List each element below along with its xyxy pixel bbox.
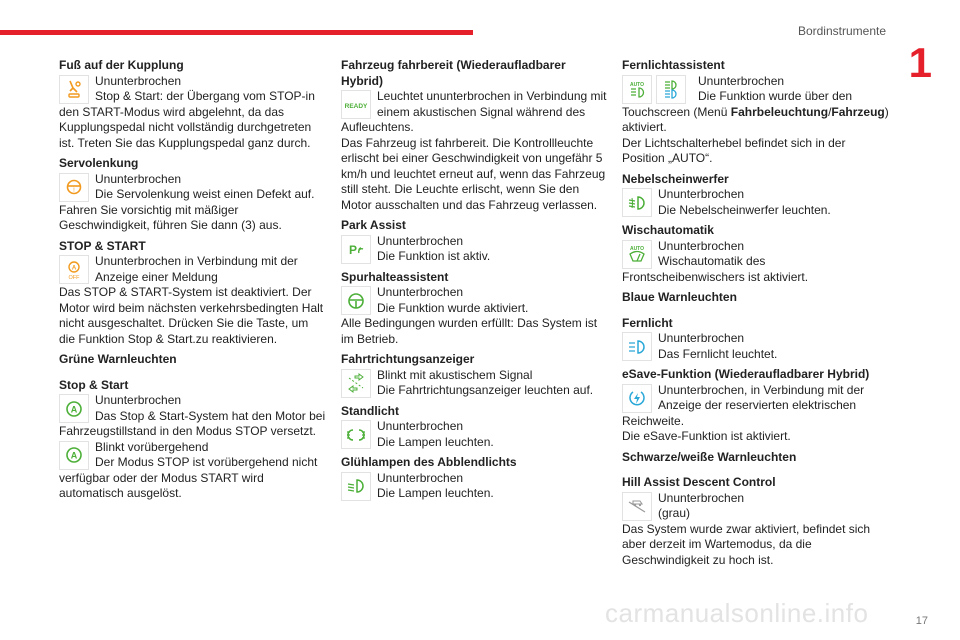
body-text-part: Die Funktion wurde über den Touchscreen (Menü xyxy=(622,89,853,119)
menu-name: Fahrzeug xyxy=(831,104,885,119)
body-text: Die Lampen leuchten. xyxy=(377,486,494,500)
section-title: Wischautomatik xyxy=(622,223,714,237)
auto-high-beam-icon xyxy=(622,75,652,104)
state-text: Blinkt vorübergehend xyxy=(95,439,209,454)
svg-text:OFF: OFF xyxy=(68,274,80,281)
auto-wiper-icon xyxy=(622,240,652,269)
section-stop-start-green xyxy=(59,378,327,502)
section-lane-keep xyxy=(341,270,609,348)
section-title: Fuß auf der Kupplung xyxy=(59,58,184,72)
low-beam-icon xyxy=(341,472,371,501)
section-stop-start xyxy=(59,239,327,348)
section-power-steering xyxy=(59,156,327,234)
state-text: Ununterbrochen xyxy=(698,73,785,88)
auto-a-icon xyxy=(59,441,89,470)
state-text-grey: (grau) xyxy=(658,506,691,520)
body-text: Der Modus STOP ist vorübergehend nicht verfügbar oder der Modus START wird automatisch ausgelöst. xyxy=(59,455,318,500)
svg-text:A: A xyxy=(71,265,77,271)
section-fog-light xyxy=(622,172,890,219)
state-text: Ununterbrochen xyxy=(95,73,182,88)
svg-text:A: A xyxy=(70,450,78,461)
body-text: Das Fahrzeug ist fahrbereit. Die Kontrollleuchte erlischt bei einer Geschwindigkeit von ungefähr 5 km/h und leuchtet erneut auf, wenn das Fahrzeug still steht. Die Leuchte erlischt, wenn Sie den Motor ausschalten und das Fahrzeug verlassen. xyxy=(341,135,606,212)
header-title: Bordinstrumente xyxy=(797,24,886,38)
esave-icon xyxy=(622,384,652,413)
section-title: Servolenkung xyxy=(59,156,139,170)
body-text-part: / xyxy=(828,104,832,119)
body-text: Die Funktion ist aktiv. xyxy=(377,249,491,263)
header-red-bar xyxy=(0,30,473,35)
state-text: Ununterbrochen, in Verbindung mit der Anzeige der reservierten elektrischen Reichweite. xyxy=(622,382,865,428)
section-title: Fahrtrichtungsanzeiger xyxy=(341,352,475,366)
section-clutch xyxy=(59,58,327,151)
section-title: Spurhalteassistent xyxy=(341,269,449,284)
watermark: carmanualsonline.info xyxy=(605,598,869,628)
fog-light-icon xyxy=(622,188,652,217)
section-title: Park Assist xyxy=(341,218,406,232)
section-title: STOP & START xyxy=(59,238,146,253)
black-white-heading: Schwarze/weiße Warnleuchten xyxy=(622,449,797,464)
svg-text:A: A xyxy=(70,404,78,414)
column-2 xyxy=(341,58,609,507)
state-text: Ununterbrochen xyxy=(95,171,182,186)
state-text: Leuchtet ununterbrochen in Verbindung mit einem akustischen Signal während des Aufleuchtens. xyxy=(341,89,607,134)
svg-text:AUTO: AUTO xyxy=(629,82,645,88)
body-text: Die eSave-Funktion ist aktiviert. xyxy=(622,429,791,443)
section-title: Glühlampen des Abblendlichts xyxy=(341,455,517,469)
auto-a-icon xyxy=(59,394,89,423)
blue-heading: Blaue Warnleuchten xyxy=(622,290,737,304)
body-text: Die Lampen leuchten. xyxy=(377,434,494,449)
icon-pair xyxy=(622,75,692,104)
section-high-beam xyxy=(622,316,890,363)
section-title: Standlicht xyxy=(341,403,400,418)
state-text: Ununterbrochen in Verbindung mit der Anzeige einer Meldung xyxy=(95,254,298,284)
section-title: Fernlicht xyxy=(622,315,673,330)
clutch-icon xyxy=(59,75,89,104)
auto-off-icon xyxy=(59,255,89,284)
section-hill-descent xyxy=(622,475,890,568)
state-text: Ununterbrochen xyxy=(658,187,745,201)
steering-warning-icon xyxy=(59,173,89,202)
ready-icon xyxy=(341,90,371,119)
body-text-part: ) aktiviert. xyxy=(622,104,889,134)
svg-text:P: P xyxy=(348,243,358,257)
body-text: Alle Bedingungen wurden erfüllt: Das System ist im Betrieb. xyxy=(341,316,598,346)
auto-high-beam-icon xyxy=(656,75,686,104)
high-beam-icon xyxy=(622,332,652,361)
side-light-icon xyxy=(341,420,371,449)
body-text: Die Servolenkung weist einen Defekt auf. Fahren Sie vorsichtig mit mäßiger Geschwindigkeit, führen Sie dann (3) aus. xyxy=(59,187,315,232)
state-text: Ununterbrochen xyxy=(658,238,745,253)
chapter-number: 1 xyxy=(908,39,932,86)
body-text: Das STOP & START-System ist deaktiviert. Der Motor wird beim nächsten verkehrsbedingten Halt nicht ausgeschaltet. Drücken Sie die Taste, um die Funktion Stop & Start.zu reaktivieren. xyxy=(59,285,324,346)
state-text: Ununterbrochen xyxy=(377,419,464,433)
body-text: Die Nebelscheinwerfer leuchten. xyxy=(658,202,831,217)
lane-keep-icon xyxy=(341,286,371,315)
state-text: Ununterbrochen xyxy=(377,233,464,248)
body-text: Die Funktion wurde aktiviert. xyxy=(377,300,529,315)
turn-signal-icon xyxy=(341,369,371,398)
body-text: Die Fahrtrichtungsanzeiger leuchten auf. xyxy=(377,383,594,397)
section-title: Hill Assist Descent Control xyxy=(622,475,776,489)
svg-text:!: ! xyxy=(73,188,75,194)
section-high-beam-assist xyxy=(622,58,890,167)
column-3 xyxy=(622,58,890,573)
green-heading: Grüne Warnleuchten xyxy=(59,352,177,366)
column-1 xyxy=(59,58,327,507)
section-ready xyxy=(341,58,609,213)
section-title: Stop & Start xyxy=(59,377,129,392)
body-text: Das Stop & Start-System hat den Motor bei Fahrzeugstillstand in den Modus STOP versetzt. xyxy=(59,408,326,438)
body-text: Wischautomatik des Frontscheibenwischers ist aktiviert. xyxy=(622,254,809,284)
body-text: Stop & Start: der Übergang vom STOP-in den START-Modus wird abgelehnt, da das Kupplungspedal nicht vollständig durchgetreten ist. Treten Sie das Kupplungspedal ganz durch. xyxy=(59,89,315,150)
body-text: Der Lichtschalterhebel befindet sich in der Position „AUTO“. xyxy=(622,135,846,165)
state-text: Ununterbrochen xyxy=(95,393,182,407)
svg-text:AUTO: AUTO xyxy=(629,246,645,252)
body-text: Das System wurde zwar aktiviert, befindet sich aber derzeit im Wartemodus, da die Geschwindigkeit zu hoch ist. xyxy=(622,521,871,567)
svg-text:READY: READY xyxy=(344,102,368,110)
section-title: eSave-Funktion (Wiederaufladbarer Hybrid) xyxy=(622,367,870,381)
section-title: Fahrzeug fahrbereit (Wiederaufladbarer Hybrid) xyxy=(341,58,566,88)
state-text: Blinkt mit akustischem Signal xyxy=(377,367,533,382)
menu-name: Fahrbeleuchtung xyxy=(730,104,829,119)
section-esave xyxy=(622,367,890,445)
page-number: 17 xyxy=(915,615,928,627)
section-side-light xyxy=(341,404,609,451)
state-text: Ununterbrochen xyxy=(377,470,464,485)
section-auto-wiper xyxy=(622,223,890,285)
hill-descent-icon xyxy=(622,492,652,521)
section-turn-signal xyxy=(341,352,609,399)
state-text: Ununterbrochen xyxy=(658,490,745,505)
section-title: Nebelscheinwerfer xyxy=(622,171,729,186)
park-assist-icon xyxy=(341,235,371,264)
body-text: Das Fernlicht leuchtet. xyxy=(658,346,778,361)
section-park-assist xyxy=(341,218,609,265)
state-text: Ununterbrochen xyxy=(658,331,745,345)
section-low-beam xyxy=(341,455,609,502)
state-text: Ununterbrochen xyxy=(377,285,464,299)
section-title: Fernlichtassistent xyxy=(622,58,725,72)
